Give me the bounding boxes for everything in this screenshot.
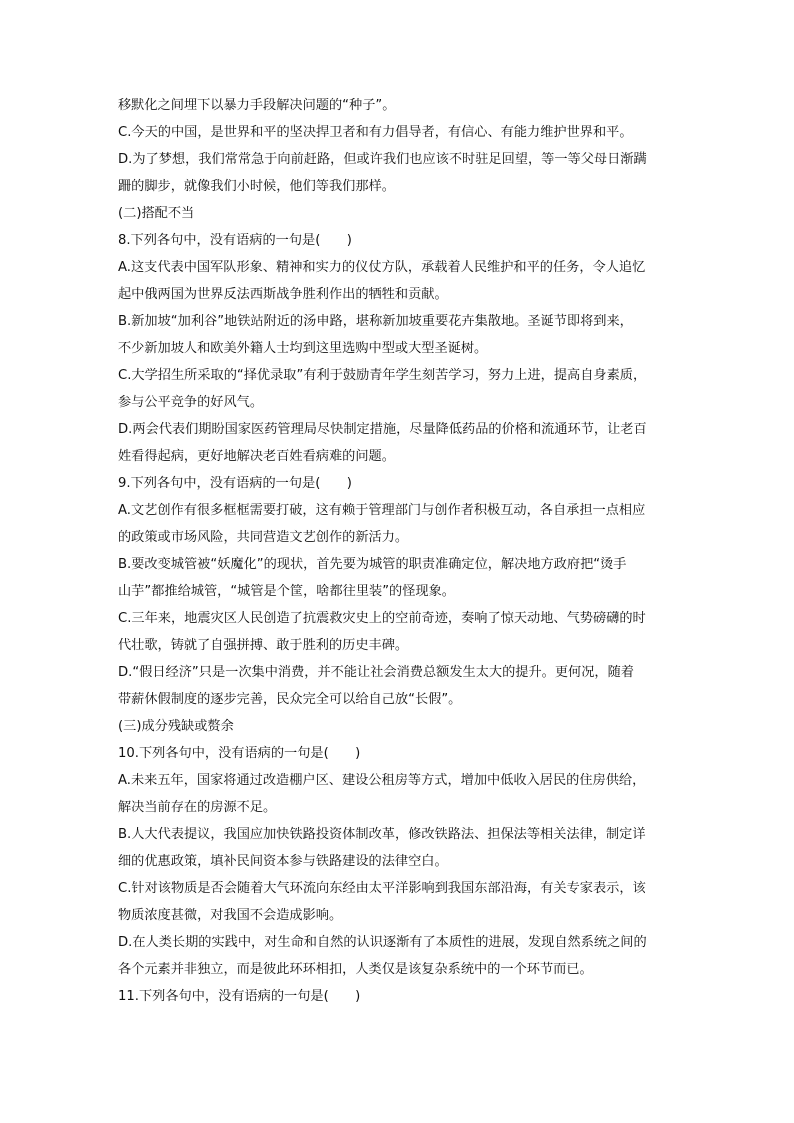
text-line: C.大学招生所采取的“择优录取”有利于鼓励青年学生刻苦学习，努力上进，提高自身素质， [118, 368, 647, 383]
text-line: 山芋”都推给城管，“城管是个筐，啥都往里装”的怪现象。 [118, 584, 455, 599]
text-line: 跚的脚步，就像我们小时候，他们等我们那样。 [118, 179, 395, 194]
text-line: B.人大代表提议，我国应加快铁路投资体制改革，修改铁路法、担保法等相关法律，制定详 [118, 827, 646, 842]
text-line: 移默化之间埋下以暴力手段解决问题的“种子”。 [118, 98, 396, 113]
text-line: D.“假日经济”只是一次集中消费，并不能让社会消费总额发生太大的提升。更何况，随着 [118, 665, 634, 680]
text-line: 带薪休假制度的逐步完善，民众完全可以给自己放“长假”。 [118, 692, 462, 707]
text-line: A.这支代表中国军队形象、精神和实力的仪仗方队，承载着人民维护和平的任务，令人追忆 [118, 260, 646, 275]
text-line: C.三年来，地震灾区人民创造了抗震救灾史上的空前奇迹，奏响了惊天动地、气势磅礴的时 [118, 611, 646, 626]
text-line: 参与公平竞争的好风气。 [118, 395, 264, 410]
text-line: 姓看得起病，更好地解决老百姓看病难的问题。 [118, 449, 395, 464]
text-line: 物质浓度甚微，对我国不会造成影响。 [118, 908, 343, 923]
text-line: 10.下列各句中，没有语病的一句是( ) [118, 746, 361, 761]
text-line: 起中俄两国为世界反法西斯战争胜利作出的牺牲和贡献。 [118, 287, 448, 302]
text-line: B.要改变城管被“妖魔化”的现状，首先要为城管的职责准确定位，解决地方政府把“烫手 [118, 557, 627, 572]
text-line: 细的优惠政策，填补民间资本参与铁路建设的法律空白。 [118, 854, 448, 869]
text-line: D.两会代表们期盼国家医药管理局尽快制定措施，尽量降低药品的价格和流通环节，让老百 [118, 422, 647, 437]
text-line: A.文艺创作有很多框框需要打破，这有赖于管理部门与创作者积极互动，各自承担一点相应 [118, 503, 646, 518]
text-line: C.针对该物质是否会随着大气环流向东经由太平洋影响到我国东部沿海，有关专家表示，该 [118, 881, 646, 896]
text-line: (二)搭配不当 [118, 206, 195, 221]
text-line: (三)成分残缺或赘余 [118, 719, 234, 734]
text-line: 代壮歌，铸就了自强拼搏、敢于胜利的历史丰碑。 [118, 638, 409, 653]
text-line: 解决当前存在的房源不足。 [118, 800, 277, 815]
text-line: A.未来五年，国家将通过改造棚户区、建设公租房等方式，增加中低收入居民的住房供给， [118, 773, 646, 788]
text-line: 的政策或市场风险，共同营造文艺创作的新活力。 [118, 530, 409, 545]
text-line: 各个元素并非独立，而是彼此环环相扣，人类仅是该复杂系统中的一个环节而已。 [118, 962, 593, 977]
document-body [118, 92, 680, 1010]
text-line: 11.下列各句中，没有语病的一句是( ) [118, 989, 361, 1004]
text-line: 8.下列各句中，没有语病的一句是( ) [118, 233, 352, 248]
text-line: C.今天的中国，是世界和平的坚决捍卫者和有力倡导者，有信心、有能力维护世界和平。 [118, 125, 633, 140]
text-line: D.为了梦想，我们常常急于向前赶路，但或许我们也应该不时驻足回望，等一等父母日渐蹒 [118, 152, 647, 167]
text-line: B.新加坡“加利谷”地铁站附近的汤申路，堪称新加坡重要花卉集散地。圣诞节即将到来， [118, 314, 633, 329]
text-line: D.在人类长期的实践中，对生命和自然的认识逐渐有了本质性的进展，发现自然系统之间的 [118, 935, 647, 950]
text-line: 不少新加坡人和欧美外籍人士均到这里选购中型或大型圣诞树。 [118, 341, 488, 356]
text-line: 9.下列各句中，没有语病的一句是( ) [118, 476, 352, 491]
